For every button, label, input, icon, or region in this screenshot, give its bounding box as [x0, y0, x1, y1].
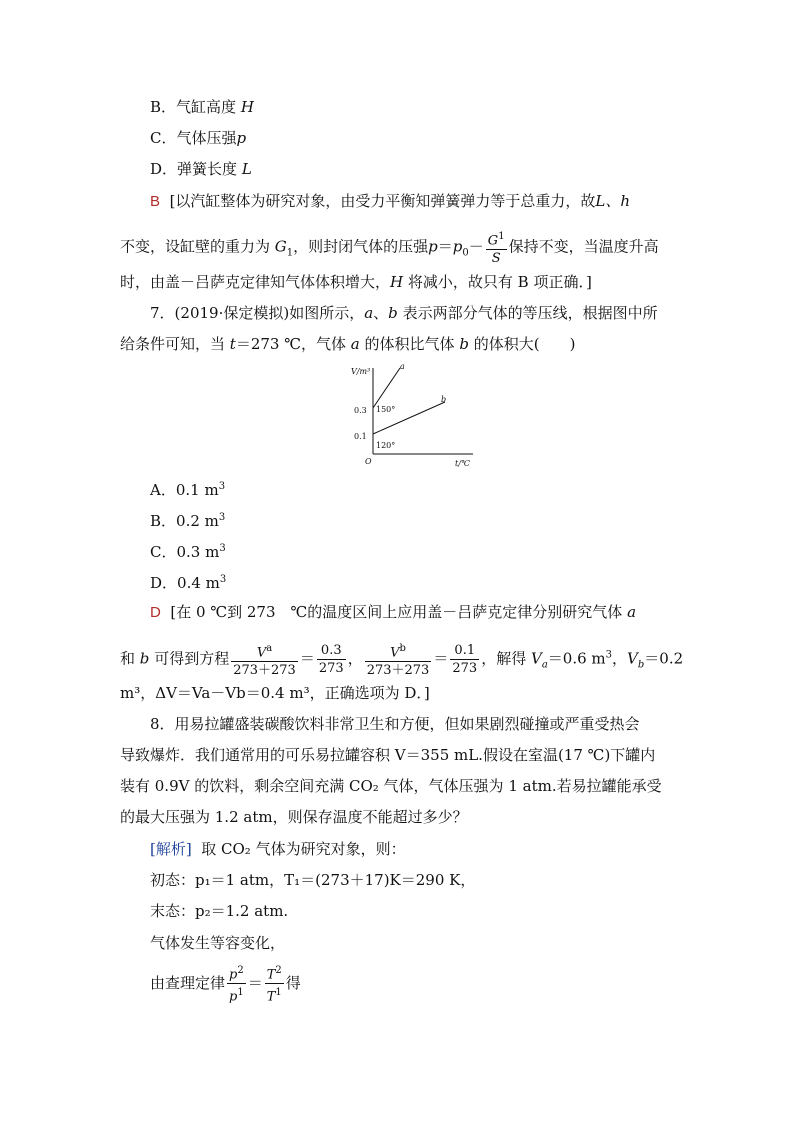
- fraction-g1-s: $\frac{G^1}{S}$: [486, 228, 507, 267]
- solution-line1: [解析] 取 CO₂ 气体为研究对象，则：: [150, 840, 406, 858]
- line-a-label: a: [400, 362, 405, 371]
- option7-b: B．0.2 $m^3$: [150, 512, 226, 530]
- option7-c: C．0.3 $m^3$: [150, 543, 226, 561]
- tick-0.3: 0.3: [354, 406, 367, 415]
- option7-a: A．0.1 $m^3$: [150, 481, 226, 499]
- answer7-line3: m³，ΔV＝Va－Vb＝0.4 m³，正确选项为 D．]: [120, 684, 430, 702]
- fraction-vb: $\frac{V^b}{273+273}$: [365, 640, 432, 679]
- option7-d: D．0.4 $m^3$: [150, 574, 227, 592]
- q8-line1: 8．用易拉罐盛装碳酸饮料非常卫生和方便，但如果剧烈碰撞或严重受热会: [150, 715, 640, 733]
- solution-line2: 初态：p₁＝1 atm，T₁＝(273＋17)K＝290 K，: [150, 871, 476, 889]
- fraction-p2-p1: $\frac{p^2}{p^1}$: [227, 962, 246, 1006]
- option-c-prev: C．气体压强p: [150, 129, 247, 147]
- option-b-prev: B．气缸高度 H: [150, 98, 254, 116]
- solution-line5: 由查理定律 $\frac{p^2}{p^1}$ ＝ $\frac{T^2}{T^1}$ 得: [150, 962, 301, 1006]
- y-axis-label: V/m³: [351, 367, 371, 376]
- fraction-va: $\frac{V^a}{273+273}$: [231, 640, 298, 679]
- q7-line2: 给条件可知，当 t＝273 ℃，气体 a 的体积比气体 b 的体积大( ): [120, 335, 576, 353]
- fraction-03: $\frac{0.3}{273}$: [318, 643, 344, 677]
- answer6-line3: 时，由盖－吕萨克定律知气体体积增大，H 将减小，故只有 B 项正确．]: [120, 273, 592, 291]
- answer6-line1: B [以汽缸整体为研究对象，由受力平衡知弹簧弹力等于总重力，故L、h: [150, 192, 631, 210]
- answer7-letter: D: [150, 604, 161, 621]
- fraction-t2-t1: $\frac{T^2}{T^1}$: [265, 962, 284, 1006]
- fraction-01: $\frac{0.1}{273}$: [452, 643, 478, 677]
- line-a: [373, 368, 400, 408]
- answer7-line1: D [在 0 ℃到 273 ℃的温度区间上应用盖－吕萨克定律分别研究气体 a: [150, 603, 637, 621]
- q7-line1: 7．(2019·保定模拟)如图所示，a、b 表示两部分气体的等压线，根据图中所: [150, 304, 658, 322]
- q8-line3: 装有 0.9V 的饮料，剩余空间充满 CO₂ 气体，气体压强为 1 atm.若易拉罐能承受: [120, 777, 662, 795]
- answer7-line2: 和 b 可得到方程 $\frac{V^a}{273+273}$ ＝ $\frac{0.3}{273}$ ， $\frac{V^b}{273+273}$ ＝ $\frac{0.1}{273}$ ，解得 $V_a=0.6$ $m^3$，$V_b=0.2$: [120, 640, 683, 679]
- isobar-graph: [345, 362, 485, 472]
- solution-line4: 气体发生等容变化，: [150, 934, 286, 952]
- analysis-tag: [解析]: [150, 840, 192, 858]
- tick-0.1: 0.1: [354, 432, 367, 441]
- q8-line2: 导致爆炸．我们通常用的可乐易拉罐容积 V＝355 mL.假设在室温(17 ℃)下罐内: [120, 746, 656, 764]
- q8-line4: 的最大压强为 1.2 atm，则保存温度不能超过多少？: [120, 808, 468, 826]
- answer6-line2: 不变，设缸壁的重力为 $G_1$，则封闭气体的压强$p=p_0-$ $\frac{G^1}{S}$ 保持不变，当温度升高: [120, 228, 659, 267]
- line-b-label: b: [441, 395, 447, 404]
- angle-120: 120°: [376, 441, 396, 450]
- option-d-prev: D．弹簧长度 L: [150, 160, 252, 178]
- solution-line3: 末态：p₂＝1.2 atm.: [150, 902, 289, 920]
- answer6-letter: B: [150, 193, 161, 210]
- origin-label: O: [365, 457, 372, 466]
- angle-150: 150°: [376, 405, 396, 414]
- x-axis-label: t/℃: [455, 459, 470, 468]
